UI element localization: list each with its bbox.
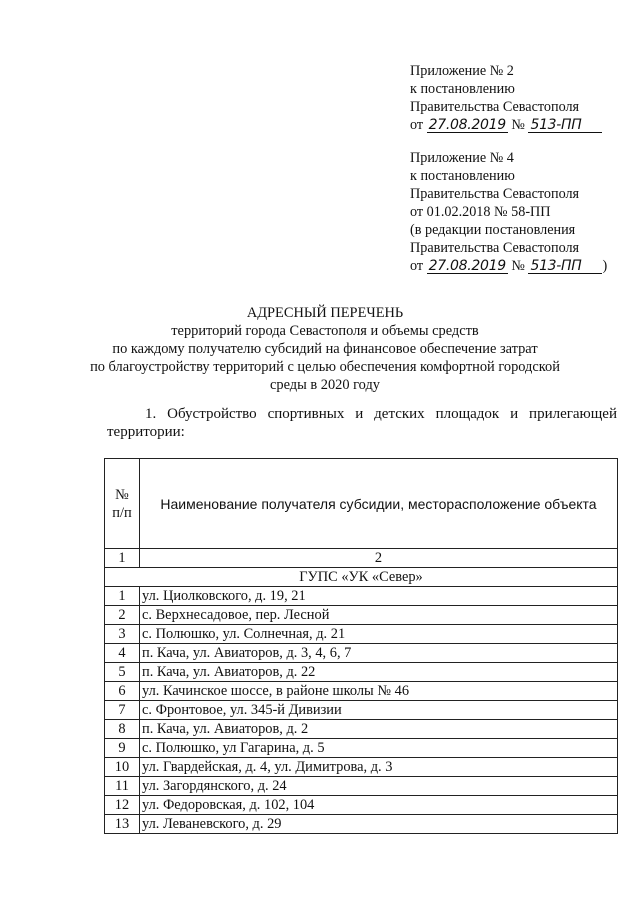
appendix-date-line <box>410 257 630 275</box>
group-name: ГУПС «УК «Север» <box>105 568 618 587</box>
row-address: с. Полюшко, ул. Солнечная, д. 21 <box>140 625 618 644</box>
table-row <box>105 777 618 796</box>
title-line: по благоустройству территорий с целью обеспечения комфортной городской <box>90 359 560 375</box>
row-address: ул. Загордянского, д. 24 <box>140 777 618 796</box>
row-number: 6 <box>105 682 140 701</box>
row-number: 12 <box>105 796 140 815</box>
table-row <box>105 720 618 739</box>
row-number: 8 <box>105 720 140 739</box>
row-address: ул. Федоровская, д. 102, 104 <box>140 796 618 815</box>
column-number: 1 <box>105 549 140 568</box>
handwritten-number: 513-ПП <box>528 259 602 274</box>
appendix-line: Правительства Севастополя <box>410 99 580 115</box>
header-number-label: п/п <box>112 504 132 521</box>
number-prefix: № <box>511 117 525 133</box>
title-line: по каждому получателю субсидий на финансовое обеспечение затрат <box>112 341 538 357</box>
appendix-line: к постановлению <box>410 168 515 184</box>
table-row <box>105 758 618 777</box>
header-number-cell <box>105 459 140 549</box>
section-heading: 1. Обустройство спортивных и детских площадок и прилегающей территории: <box>107 406 617 440</box>
row-number: 11 <box>105 777 140 796</box>
document-title <box>90 304 560 394</box>
row-number: 1 <box>105 587 140 606</box>
title-line: территорий города Севастополя и объемы средств <box>171 323 479 339</box>
appendix-date-line <box>410 116 630 134</box>
from-prefix: от <box>410 258 424 274</box>
appendix-line: Правительства Севастополя <box>410 240 580 256</box>
table-row <box>105 606 618 625</box>
handwritten-date: 27.08.2019 <box>428 117 506 133</box>
appendix-line: от 01.02.2018 № 58-ПП <box>410 204 551 220</box>
row-address: ул. Циолковского, д. 19, 21 <box>140 587 618 606</box>
appendix-2-header <box>410 62 630 134</box>
appendix-line: Приложение № 4 <box>410 150 514 166</box>
row-address: ул. Гвардейская, д. 4, ул. Димитрова, д. 3 <box>140 758 618 777</box>
table-row <box>105 682 618 701</box>
appendix-line: к постановлению <box>410 81 515 97</box>
table-row <box>105 587 618 606</box>
row-number: 2 <box>105 606 140 625</box>
row-address: с. Полюшко, ул Гагарина, д. 5 <box>140 739 618 758</box>
address-table <box>104 458 618 834</box>
appendix-4-header <box>410 149 630 275</box>
column-number-row <box>105 549 618 568</box>
row-number: 10 <box>105 758 140 777</box>
header-number-sign: № <box>115 486 129 503</box>
row-number: 13 <box>105 815 140 834</box>
table-row <box>105 796 618 815</box>
title-line: среды в 2020 году <box>270 377 380 393</box>
table-row <box>105 625 618 644</box>
row-address: с. Фронтовое, ул. 345-й Дивизии <box>140 701 618 720</box>
row-number: 4 <box>105 644 140 663</box>
handwritten-date: 27.08.2019 <box>428 258 506 274</box>
table-row <box>105 644 618 663</box>
row-number: 7 <box>105 701 140 720</box>
header-name-cell: Наименование получателя субсидии, месторасположение объекта <box>140 459 618 549</box>
appendix-line: Правительства Севастополя <box>410 186 580 202</box>
appendix-line: (в редакции постановления <box>410 222 576 238</box>
table-row <box>105 701 618 720</box>
appendix-line: Приложение № 2 <box>410 63 514 79</box>
row-address: ул. Леваневского, д. 29 <box>140 815 618 834</box>
table-row <box>105 815 618 834</box>
row-address: п. Кача, ул. Авиаторов, д. 2 <box>140 720 618 739</box>
title-heading: АДРЕСНЫЙ ПЕРЕЧЕНЬ <box>246 305 404 321</box>
table-row <box>105 739 618 758</box>
number-prefix: № <box>511 258 525 274</box>
from-prefix: от <box>410 117 424 133</box>
close-paren: ) <box>602 258 608 274</box>
row-number: 5 <box>105 663 140 682</box>
table-header-row <box>105 459 618 549</box>
handwritten-number: 513-ПП <box>528 118 602 133</box>
row-address: ул. Качинское шоссе, в районе школы № 46 <box>140 682 618 701</box>
row-address: п. Кача, ул. Авиаторов, д. 3, 4, 6, 7 <box>140 644 618 663</box>
row-address: с. Верхнесадовое, пер. Лесной <box>140 606 618 625</box>
row-number: 3 <box>105 625 140 644</box>
table-row <box>105 663 618 682</box>
row-address: п. Кача, ул. Авиаторов, д. 22 <box>140 663 618 682</box>
row-number: 9 <box>105 739 140 758</box>
group-row <box>105 568 618 587</box>
column-number: 2 <box>140 549 618 568</box>
